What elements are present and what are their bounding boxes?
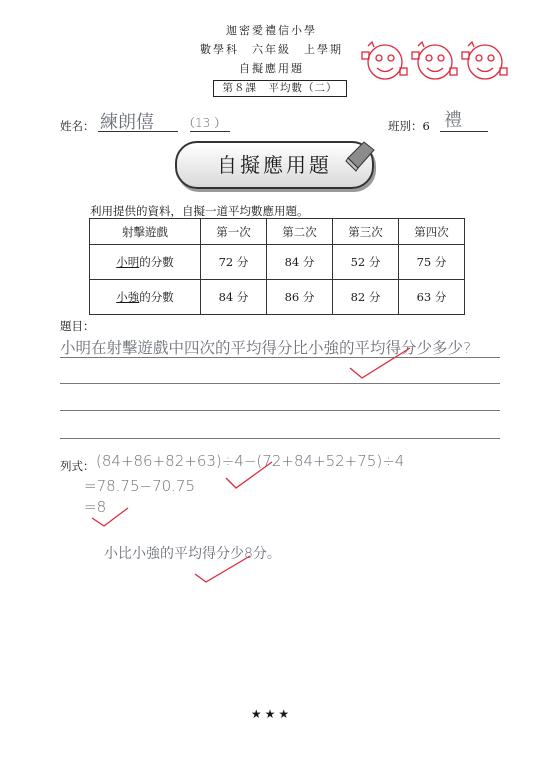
instruction-text: 利用提供的資料，自擬一道平均數應用題。 xyxy=(90,204,309,218)
student-name: 練朗僖 xyxy=(100,112,154,133)
table-cell: 82 分 xyxy=(333,280,399,315)
row-suffix: 的分數 xyxy=(139,255,174,269)
footer-stars: ★★★ xyxy=(250,707,293,721)
conclusion-text: 小比小強的平均得分少8分。 xyxy=(104,546,281,562)
header-cell: 第三次 xyxy=(333,219,399,245)
check-icon xyxy=(350,348,410,378)
working-line-2: =78.75−70.75 xyxy=(84,477,196,495)
subject-line: 數學科 六年級 上學期 xyxy=(200,43,343,56)
player-name: 小強 xyxy=(116,290,140,304)
table-cell: 84 分 xyxy=(267,245,333,280)
lesson-box: 第８課 平均數（二） xyxy=(213,80,347,97)
player-name: 小明 xyxy=(116,255,140,269)
class-value: 禮 xyxy=(444,110,462,131)
table-cell: 72 分 xyxy=(201,245,267,280)
question-label: 題目： xyxy=(60,319,95,333)
table-cell: 52 分 xyxy=(333,245,399,280)
table-cell: 75 分 xyxy=(399,245,465,280)
table-cell: 86 分 xyxy=(267,280,333,315)
header-cell: 射擊遊戲 xyxy=(90,219,201,245)
table-cell: 63 分 xyxy=(399,280,465,315)
working-line-3: =8 xyxy=(84,498,107,516)
header-cell: 第二次 xyxy=(267,219,333,245)
name-label: 姓名： xyxy=(60,119,95,133)
worksheet-title: 自擬應用題 xyxy=(239,62,304,75)
class-label: 班別：6 xyxy=(388,119,430,133)
student-number: （13 ） xyxy=(183,116,227,130)
working-line-1: (84+86+82+63)÷4−(72+84+52+75)÷4 xyxy=(96,452,405,470)
header-cell: 第一次 xyxy=(201,219,267,245)
banner-title: 自擬應用題 xyxy=(217,153,332,177)
header-cell: 第四次 xyxy=(399,219,465,245)
working-label: 列式： xyxy=(60,459,95,473)
school-name: 迦密愛禮信小學 xyxy=(226,24,317,37)
row-suffix: 的分數 xyxy=(139,290,174,304)
question-answer: 小明在射擊遊戲中四次的平均得分比小強的平均得分少多少? xyxy=(60,339,472,357)
table-cell: 84 分 xyxy=(201,280,267,315)
